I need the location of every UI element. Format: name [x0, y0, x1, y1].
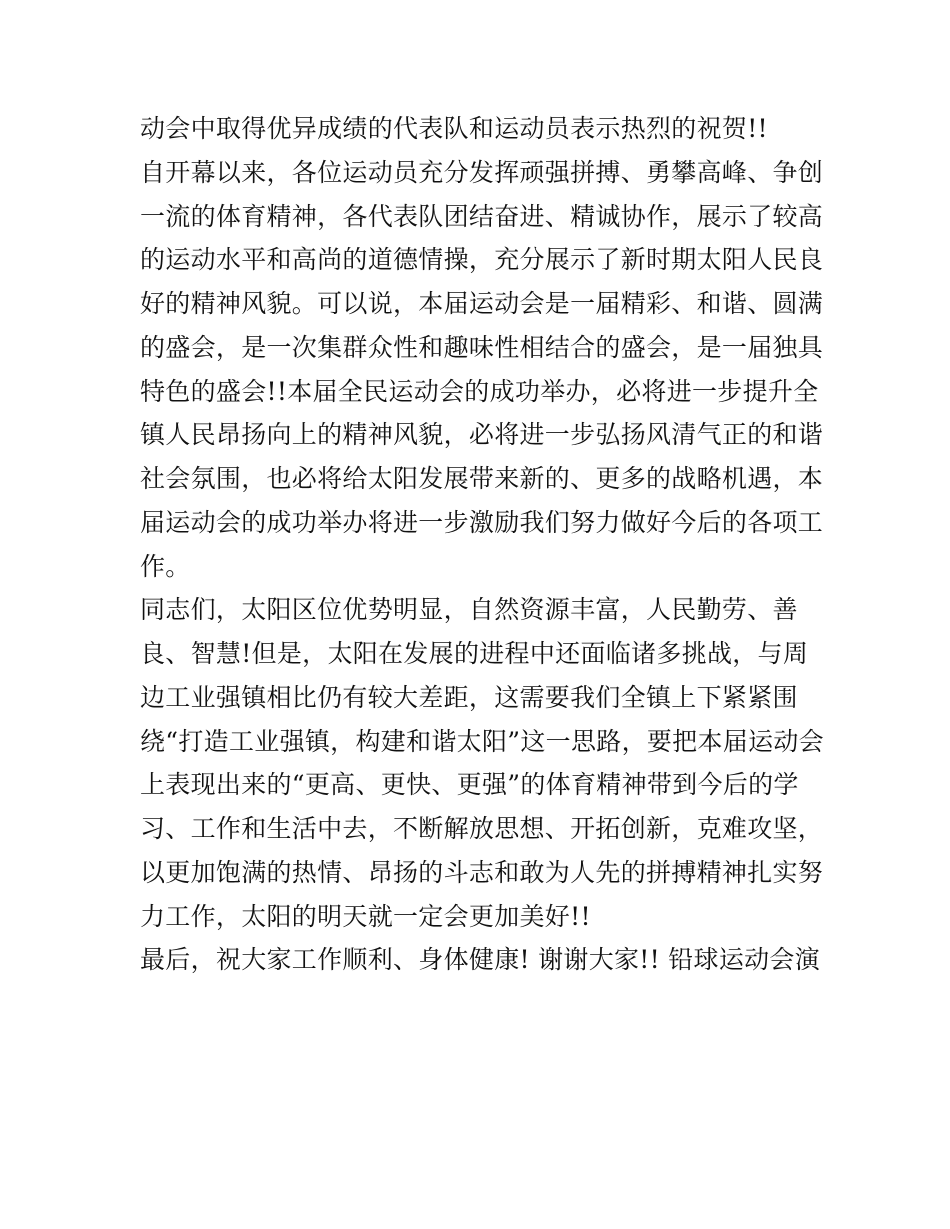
text-line: 作。	[140, 551, 191, 581]
text-line: 边工业强镇相比仍有较大差距，这需要我们全镇上下紧紧围	[140, 682, 798, 712]
text-line: 以更加饱满的热情、昂扬的斗志和敢为人先的拼搏精神扎实努	[140, 857, 824, 887]
text-line: 上表现出来的“更高、更快、更强”的体育精神带到今后的学	[140, 770, 799, 800]
text-line: 一流的体育精神，各代表队团结奋进、精诚协作，展示了较高	[140, 201, 824, 231]
text-line: 自开幕以来，各位运动员充分发挥顽强拼搏、勇攀高峰、争创	[140, 157, 824, 187]
text-line: 力工作，太阳的明天就一定会更加美好!!	[140, 901, 591, 931]
text-line: 的运动水平和高尚的道德情操，充分展示了新时期太阳人民良	[140, 245, 824, 275]
text-line: 绕“打造工业强镇，构建和谐太阳”这一思路，要把本届运动会	[140, 726, 824, 756]
text-line: 届运动会的成功举办将进一步激励我们努力做好今后的各项工	[140, 507, 824, 537]
text-line: 最后，祝大家工作顺利、身体健康! 谢谢大家!! 铅球运动会演	[140, 945, 821, 975]
text-line: 的盛会，是一次集群众性和趣味性相结合的盛会，是一届独具	[140, 332, 824, 362]
text-line: 同志们，太阳区位优势明显，自然资源丰富，人民勤劳、善	[140, 595, 798, 625]
text-line: 良、智慧!但是，太阳在发展的进程中还面临诸多挑战，与周	[140, 639, 809, 668]
text-line: 社会氛围，也必将给太阳发展带来新的、更多的战略机遇，本	[140, 464, 824, 493]
text-line: 好的精神风貌。可以说，本届运动会是一届精彩、和谐、圆满	[140, 289, 824, 318]
text-line: 动会中取得优异成绩的代表队和运动员表示热烈的祝贺!!	[140, 114, 768, 143]
text-line: 特色的盛会!!本届全民运动会的成功举办，必将进一步提升全	[140, 376, 819, 406]
document-body	[140, 107, 824, 982]
text-line: 镇人民昂扬向上的精神风貌，必将进一步弘扬风清气正的和谐	[140, 420, 824, 450]
text-line: 习、工作和生活中去，不断解放思想、开拓创新，克难攻坚，	[140, 814, 824, 843]
